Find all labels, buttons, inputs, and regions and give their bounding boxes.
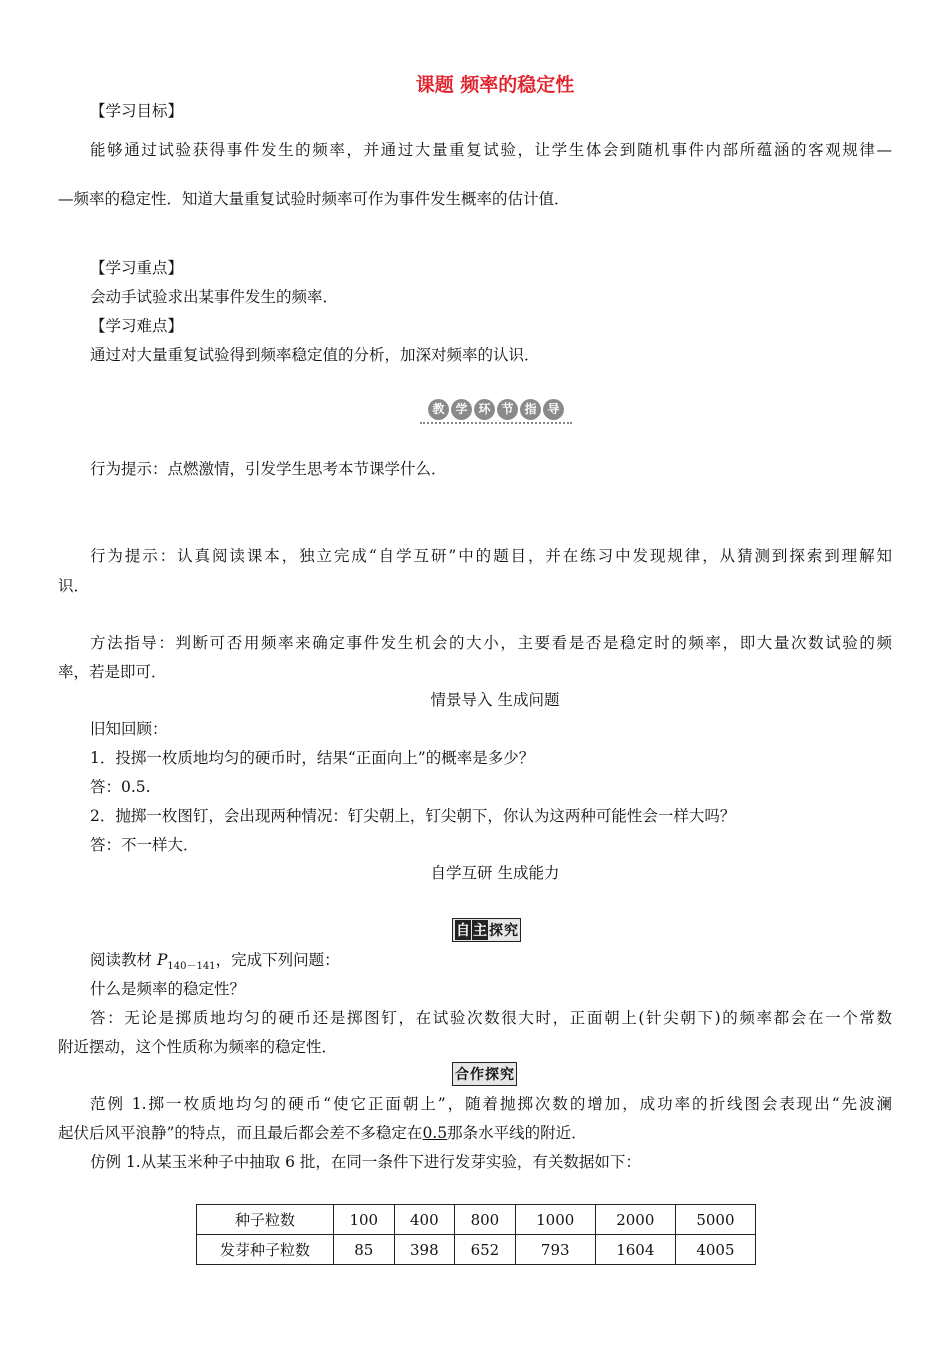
- table-cell: 种子粒数: [197, 1205, 334, 1235]
- example-1-line-1: 范例 1.掷一枚质地均匀的硬币“使它正面朝上”，随着抛掷次数的增加，成功率的折线图会表现出“先波澜: [90, 1095, 892, 1113]
- banner-char: 教: [428, 399, 449, 420]
- table-cell: 793: [515, 1235, 595, 1265]
- example-1-line-2: [58, 1123, 587, 1143]
- method-line-2: 率，若是即可．: [58, 663, 167, 681]
- question-2: 2．抛掷一枚图钉，会出现两种情况：钉尖朝上，钉尖朝下，你认为这两种可能性会一样大吗？: [90, 807, 736, 825]
- key-text: 会动手试验求出某事件发生的频率．: [90, 288, 339, 306]
- table-row: [197, 1205, 756, 1235]
- review-label: 旧知回顾：: [90, 720, 168, 738]
- box-char: 作: [470, 1067, 484, 1083]
- what-is-question: 什么是频率的稳定性？: [90, 980, 246, 998]
- answer-1: 答：0.5.: [90, 778, 151, 796]
- table-row: [197, 1235, 756, 1265]
- banner-char: 节: [497, 399, 518, 420]
- example-2: 仿例 1.从某玉米种子中抽取 6 批，在同一条件下进行发芽实验，有关数据如下：: [90, 1153, 641, 1171]
- read-instruction: [90, 950, 340, 977]
- table-cell: 652: [455, 1235, 516, 1265]
- key-header: 【学习重点】: [90, 259, 184, 277]
- hint-1: 行为提示：点燃激情，引发学生思考本节课学什么．: [90, 460, 447, 478]
- stability-answer-line-2: 附近摆动，这个性质称为频率的稳定性．: [58, 1038, 338, 1056]
- table-cell: 400: [394, 1205, 455, 1235]
- table-cell: 1604: [595, 1235, 675, 1265]
- box-char: 究: [500, 1067, 514, 1083]
- banner-char: 学: [451, 399, 472, 420]
- teaching-guide-banner: [426, 397, 566, 421]
- example-1-suffix: 那条水平线的附近．: [447, 1124, 587, 1142]
- box-char: 探: [489, 923, 503, 939]
- question-1: 1．投掷一枚质地均匀的硬币时，结果“正面向上”的概率是多少？: [90, 749, 535, 767]
- example-1-value: 0.5: [422, 1124, 448, 1142]
- table-cell: 2000: [595, 1205, 675, 1235]
- banner-divider: [420, 422, 572, 424]
- section-heading-1: 情景导入 生成问题: [430, 691, 560, 709]
- box-char: 主: [472, 920, 488, 940]
- table-cell: 85: [334, 1235, 395, 1265]
- self-study-box: [452, 918, 521, 942]
- box-char: 自: [455, 920, 471, 940]
- read-page-range: 140－141: [167, 961, 216, 973]
- hint-2-line-1: 行为提示：认真阅读课本，独立完成“自学互研”中的题目，并在练习中发现规律，从猜测到探索到理解知: [90, 547, 892, 565]
- table-cell: 1000: [515, 1205, 595, 1235]
- box-char: 探: [485, 1067, 499, 1083]
- table-cell: 5000: [675, 1205, 755, 1235]
- read-suffix: ，完成下列问题：: [215, 951, 340, 969]
- hint-2-line-2: 识．: [58, 577, 90, 595]
- banner-char: 导: [543, 399, 564, 420]
- table-cell: 800: [455, 1205, 516, 1235]
- page-title: 课题 频率的稳定性: [415, 74, 575, 96]
- box-char: 合: [455, 1067, 469, 1083]
- table-cell: 398: [394, 1235, 455, 1265]
- difficulty-header: 【学习难点】: [90, 317, 184, 335]
- goals-header: 【学习目标】: [90, 102, 184, 120]
- method-line-1: 方法指导：判断可否用频率来确定事件发生机会的大小，主要看是否是稳定时的频率，即大量次数试验的频: [90, 634, 892, 652]
- germination-table: [196, 1204, 756, 1265]
- banner-char: 指: [520, 399, 541, 420]
- answer-2: 答：不一样大．: [90, 836, 199, 854]
- goals-line-2: —频率的稳定性．知道大量重复试验时频率可作为事件发生概率的估计值．: [58, 190, 570, 208]
- banner-char: 环: [474, 399, 495, 420]
- table-cell: 100: [334, 1205, 395, 1235]
- read-page-p: P: [156, 951, 168, 969]
- read-prefix: 阅读教材: [90, 951, 157, 969]
- table-cell: 发芽种子粒数: [197, 1235, 334, 1265]
- difficulty-text: 通过对大量重复试验得到频率稳定值的分析，加深对频率的认识．: [90, 346, 540, 364]
- example-1-prefix: 起伏后风平浪静”的特点，而且最后都会差不多稳定在: [58, 1124, 423, 1142]
- section-heading-2: 自学互研 生成能力: [430, 864, 560, 882]
- box-char: 究: [504, 923, 518, 939]
- stability-answer-line-1: 答：无论是掷质地均匀的硬币还是掷图钉，在试验次数很大时，正面朝上(针尖朝下)的频率都会在一个常数: [90, 1009, 892, 1027]
- cooperation-box: [452, 1062, 517, 1086]
- table-cell: 4005: [675, 1235, 755, 1265]
- goals-line-1: 能够通过试验获得事件发生的频率，并通过大量重复试验，让学生体会到随机事件内部所蕴涵的客观规律—: [90, 141, 892, 159]
